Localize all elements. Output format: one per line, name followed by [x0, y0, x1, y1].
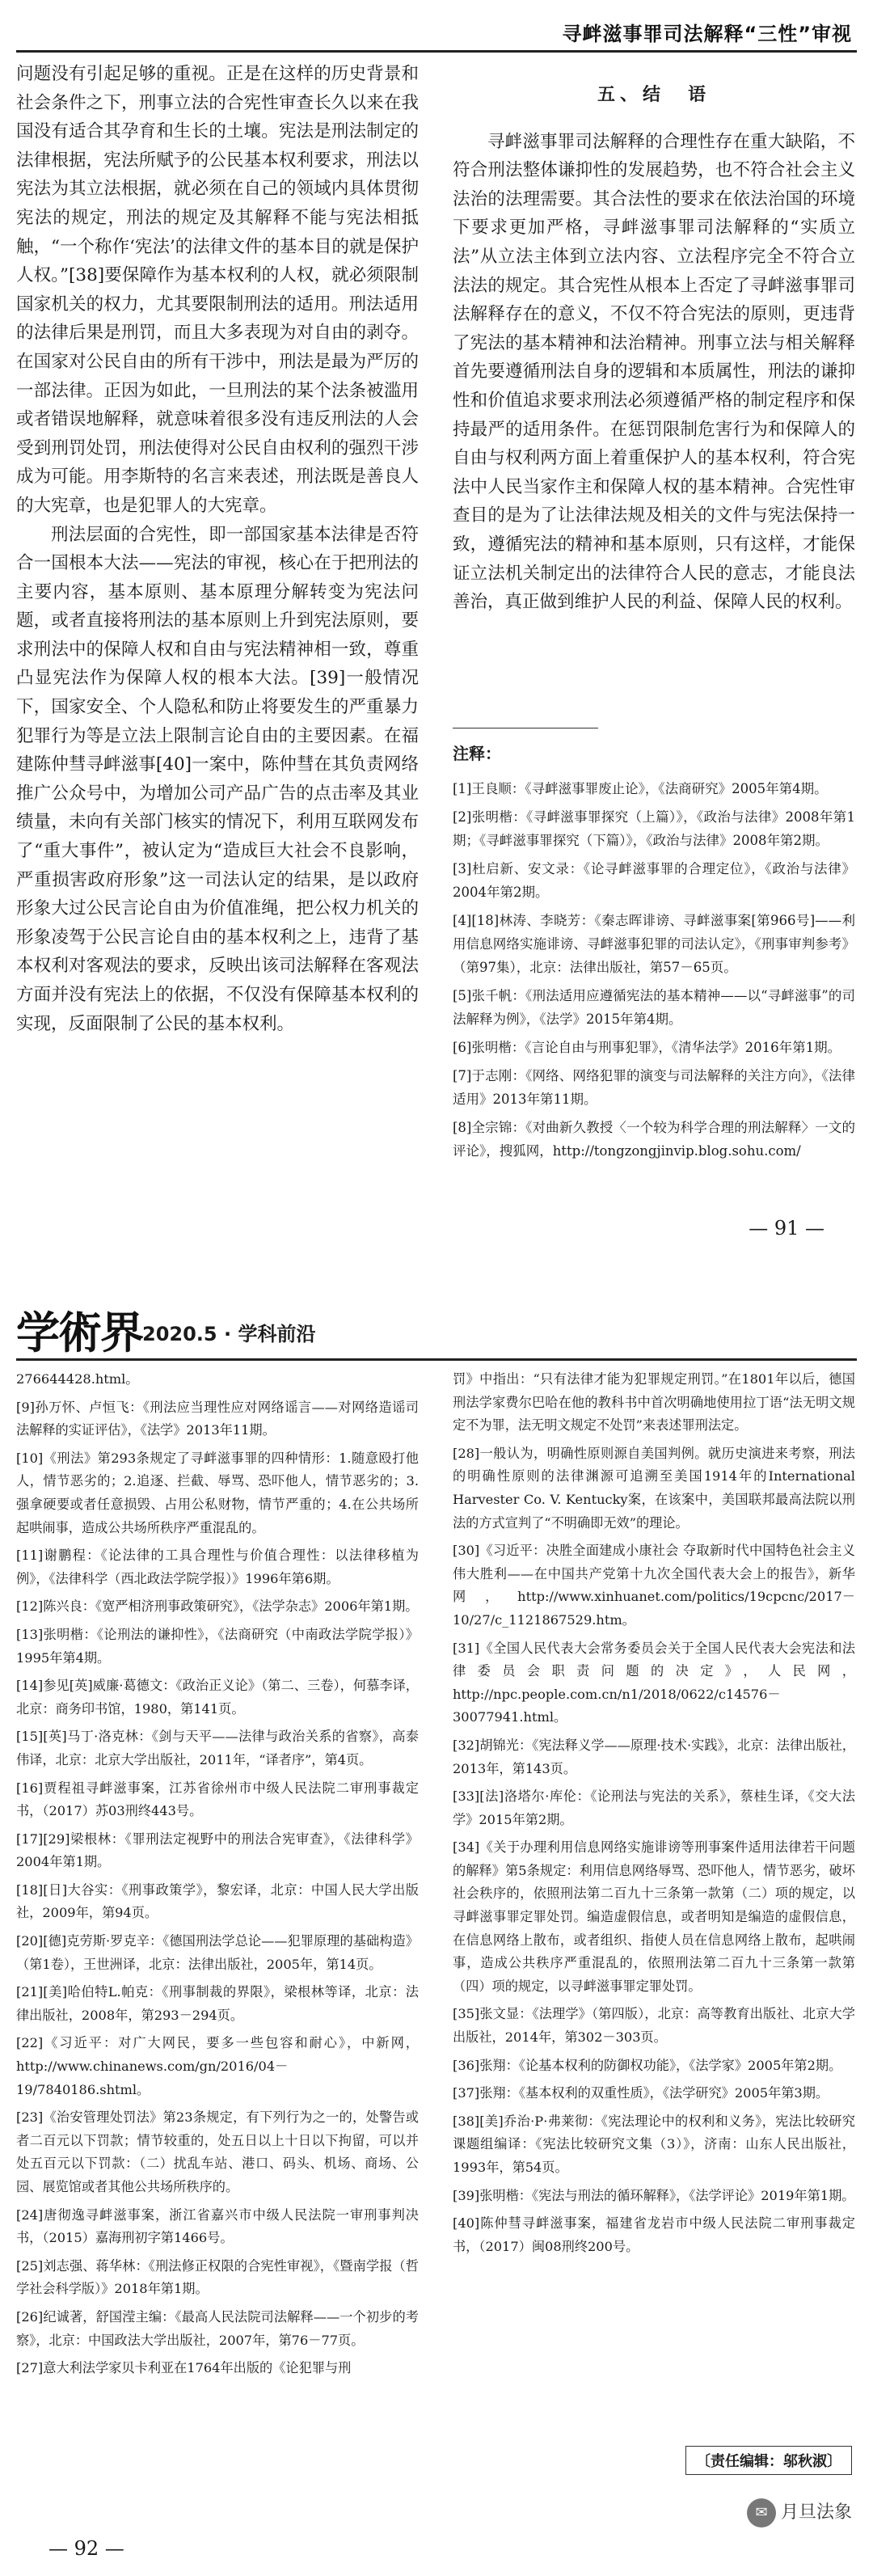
page-91 — [0, 0, 873, 1253]
footnote: [2]张明楷：《寻衅滋事罪探究（上篇）》，《政治与法律》2008年第1期；《寻衅滋事罪探究（下篇）》，《政治与法律》2008年第2期。 — [453, 809, 855, 848]
page-gap — [0, 1253, 873, 1282]
footnote: [38][美]乔治·P·弗莱彻：《宪法理论中的权利和义务》，宪法比较研究课题组编译：《宪法比较研究文集（3）》，济南：山东人民出版社，1993年，第54页。 — [453, 2113, 855, 2175]
footnote: [1]王良顺：《寻衅滋事罪废止论》，《法商研究》2005年第4期。 — [453, 780, 828, 796]
footnote: [15][英]马丁·洛克林：《剑与天平——法律与政治关系的省察》，高泰伟译，北京：北京大学出版社，2011年，“译者序”，第4页。 — [16, 1729, 419, 1767]
body-paragraph: 问题没有引起足够的重视。正是在这样的历史背景和社会条件之下，刑事立法的合宪性审查长久以来在我国没有适合其孕育和生长的土壤。宪法是刑法制定的法律根据，宪法所赋予的公民基本权利要求，刑法以宪法为其立法根据，就必须在自己的领域内具体贯彻宪法的规定，刑法的规定及其解释不能与宪法相抵触，“一个称作‘宪法’的法律文件的基本目的就是保护人权。”[38]要保障作为基本权利的人权，就必须限制国家机关的权力，尤其要限制刑法的适用。刑法适用的法律后果是刑罚，而且大多表现为对自由的剥夺。在国家对公民自由的所有干涉中，刑法是最为严厉的一部法律。正因为如此，一旦刑法的某个法条被滥用或者错误地解释，就意味着很多没有违反刑法的人会受到刑罚处罚，刑法使得对公民自由权利的强烈干涉成为可能。用李斯特的名言来表述，刑法既是善良人的大宪章，也是犯罪人的大宪章。 — [16, 64, 419, 516]
left-notes-column — [16, 1368, 419, 2385]
footnote: 罚》中指出：“只有法律才能为犯罪规定刑罚。”在1801年以后，德国刑法学家费尔巴哈在他的教科书中首次明确地使用拉丁语“法无明文规定不为罪，法无明文规定不处罚”来表述罪刑法定。 — [453, 1371, 855, 1434]
body-paragraph: 寻衅滋事罪司法解释的合理性存在重大缺陷，不符合刑法整体谦抑性的发展趋势，也不符合社会主义法治的法理需要。其合法性的要求在依法治国的环境下要求更加严格，寻衅滋事罪司法解释的“实质立法”从立法主体到立法内容、立法程序完全不符合立法法的规定。其合宪性从根本上否定了寻衅滋事罪司法解释存在的意义，不仅不符合宪法的原则，更违背了宪法的基本精神和法治精神。刑事立法与相关解释首先要遵循刑法自身的逻辑和本质属性，刑法的谦抑性和价值追求要求刑法必须遵循严格的制定程序和保持最严的适用条件。在惩罚限制危害行为和保障人的自由与权利两方面上着重保护人的基本权利，符合宪法中人民当家作主和保障人权的基本精神。合宪性审查目的是为了让法律法规及相关的文件与宪法保持一致，遵循宪法的精神和基本原则，只有这样，才能保证立法机关制定出的法律符合人民的意志，才能良法善治，真正做到维护人民的利益、保障人民的权利。 — [453, 131, 855, 613]
footnote: [22]《习近平：对广大网民，要多一些包容和耐心》，中新网，http://www.chinanews.com/gn/2016/04－19/7840186.shtml。 — [16, 2035, 419, 2097]
left-column — [16, 60, 419, 1038]
footnote: [14]参见[英]威廉·葛德文：《政治正义论》（第二、三卷），何慕李译，北京：商务印书馆，1980，第141页。 — [16, 1678, 419, 1717]
footnote: 276644428.html。 — [16, 1371, 139, 1387]
footnote: [9]孙万怀、卢恒飞：《刑法应当理性应对网络谣言——对网络造谣司法解释的实证评估》，《法学》2013年11期。 — [16, 1399, 419, 1438]
footnote: [12]陈兴良：《宽严相济刑事政策研究》，《法学杂志》2006年第1期。 — [16, 1598, 419, 1615]
footnote: [11]谢鹏程：《论法律的工具合理性与价值合理性：以法律移植为例》，《法律科学（西北政法学院学报）》1996年第6期。 — [16, 1548, 419, 1586]
footnote: [17][29]梁根林：《罪刑法定视野中的刑法合宪审查》，《法律科学》2004年第1期。 — [16, 1831, 419, 1870]
footnote: [21][美]哈伯特L.帕克：《刑事制裁的界限》，梁根林等译，北京：法律出版社，2008年，第293－294页。 — [16, 1984, 419, 2023]
footnote: [39]张明楷：《宪法与刑法的循环解释》，《法学评论》2019年第1期。 — [453, 2187, 855, 2203]
footnote: [8]全宗锦：《对曲新久教授〈一个较为科学合理的刑法解释〉一文的评论》，搜狐网，http://tongzongjinvip.blog.sohu.com/ — [453, 1119, 855, 1159]
footnote: [33][法]洛塔尔·库伦：《论刑法与宪法的关系》，蔡桂生译，《交大法学》2015年第2期。 — [453, 1788, 855, 1827]
footnote: [26]纪诚著，舒国滢主编：《最高人民法院司法解释——一个初步的考察》，北京：中国政法大学出版社，2007年，第76－77页。 — [16, 2308, 419, 2348]
footnote: [30]《习近平：决胜全面建成小康社会 夺取新时代中国特色社会主义伟大胜利——在中国共产党第十九次全国代表大会上的报告》，新华网，http://www.xinhuanet.com/politics/19cpcnc/2017－10/27/c_1121867529.htm。 — [453, 1543, 855, 1628]
footnote: [24]唐彻逸寻衅滋事案，浙江省嘉兴市中级人民法院一审刑事判决书，（2015）嘉海刑初字第1466号。 — [16, 2206, 419, 2246]
footnote: [27]意大利法学家贝卡利亚在1764年出版的《论犯罪与刑 — [16, 2360, 352, 2376]
notes-heading: 注释： — [453, 744, 501, 763]
header-rule — [16, 50, 857, 53]
footnote: [28]一般认为，明确性原则源自美国判例。就历史演进来考察，刑法的明确性原则的法律渊源可追溯至美国1914年的International Harvester Co. V. Kentucky案，在该案中，美国联邦最高法院以刑法的方式宣判了“不明确即无效”的理论。 — [453, 1445, 855, 1531]
editor-credit: 〔责任编辑：邬秋淑〕 — [685, 2446, 852, 2475]
footnote: [20][德]克劳斯·罗克辛：《德国刑法学总论——犯罪原理的基础构造》（第1卷），王世洲译，北京：法律出版社，2005年，第14页。 — [16, 1933, 419, 1972]
right-notes-column — [453, 1368, 855, 2263]
header-rule — [16, 1358, 857, 1361]
journal-logo: 学術界 — [16, 1307, 142, 1358]
footnote: [16]贾程祖寻衅滋事案，江苏省徐州市中级人民法院二审刑事裁定书，（2017）苏03刑终443号。 — [16, 1780, 419, 1819]
issue-label: 2020.5 · 学科前沿 — [142, 1323, 316, 1345]
chat-bubble-icon: ✉ — [747, 2498, 776, 2527]
footnote: [13]张明楷：《论刑法的谦抑性》，《法商研究（中南政法学院学报）》1995年第4期。 — [16, 1626, 419, 1666]
footnote: [6]张明楷：《言论自由与刑事犯罪》，《清华法学》2016年第1期。 — [453, 1039, 841, 1055]
footnote: [4][18]林涛、李晓芳：《秦志晖诽谤、寻衅滋事案[第966号]——利用信息网络实施诽谤、寻衅滋事犯罪的司法认定》，《刑事审判参考》（第97集），北京：法律出版社，第57－65页。 — [453, 912, 855, 975]
footnote: [31]《全国人民代表大会常务委员会关于全国人民代表大会宪法和法律委员会职责问题的决定》，人民网，http://npc.people.com.cn/n1/2018/0622/c14576－30077941.html。 — [453, 1640, 855, 1725]
section-title: 五、结 语 — [597, 85, 711, 105]
watermark — [747, 2498, 852, 2527]
footnote: [36]张翔：《论基本权利的防御权功能》，《法学家》2005年第2期。 — [453, 2057, 842, 2073]
footnote: [35]张文显：《法理学》（第四版），北京：高等教育出版社、北京大学出版社，2014年，第302－303页。 — [453, 2006, 855, 2046]
footnote: [40]陈仲彗寻衅滋事案，福建省龙岩市中级人民法院二审刑事裁定书，（2017）闽08刑终200号。 — [453, 2215, 855, 2254]
footnote: [10]《刑法》第293条规定了寻衅滋事罪的四种情形：1.随意殴打他人，情节恶劣的；2.追逐、拦截、辱骂、恐吓他人，情节恶劣的；3.强拿硬要或者任意损毁、占用公私财物，情节严重的；4.在公共场所起哄闹事，造成公共场所秩序严重混乱的。 — [16, 1450, 419, 1535]
footnote: [34]《关于办理利用信息网络实施诽谤等刑事案件适用法律若干问题的解释》第5条规定：利用信息网络辱骂、恐吓他人，情节恶劣，破坏社会秩序的，依照刑法第二百九十三条第一款第（二）项的规定，以寻衅滋事罪定罪处罚。编造虚假信息，或者明知是编造的虚假信息，在信息网络上散布，或者组织、指使人员在信息网络上散布，起哄闹事，造成公共秩序严重混乱的，依照刑法第二百九十三条第一款第（四）项的规定，以寻衅滋事罪定罪处罚。 — [453, 1839, 855, 1994]
footnote: [25]刘志强、蒋华林：《刑法修正权限的合宪性审视》，《暨南学报（哲学社会科学版）》2018年第1期。 — [16, 2257, 419, 2297]
footnote: [37]张翔：《基本权利的双重性质》，《法学研究》2005年第3期。 — [453, 2085, 829, 2101]
right-column — [453, 81, 855, 617]
footnote: [7]于志刚：《网络、网络犯罪的演变与司法解释的关注方向》，《法律适用》2013年第11期。 — [453, 1067, 855, 1107]
footnote: [18][日]大谷实：《刑事政策学》，黎宏译，北京：中国人民大学出版社，2009年，第94页。 — [16, 1881, 419, 1921]
notes-column — [453, 740, 855, 1168]
footnote: [23]《治安管理处罚法》第23条规定，有下列行为之一的，处警告或者二百元以下罚款；情节较重的，处五日以上十日以下拘留，可以并处五百元以下罚款：（二）扰乱车站、港口、码头、机场、商场、公园、展览馆或者其他公共场所秩序的。 — [16, 2109, 419, 2194]
footnote: [32]胡锦光：《宪法释义学——原理·技术·实践》，北京：法律出版社，2013年，第143页。 — [453, 1737, 855, 1776]
footnote: [5]张千帆：《刑法适用应遵循宪法的基本精神——以“寻衅滋事”的司法解释为例》，《法学》2015年第4期。 — [453, 987, 855, 1027]
page-number: — 91 — — [749, 1217, 824, 1239]
footnote: [3]杜启新、安文录：《论寻衅滋事罪的合理定位》，《政治与法律》2004年第2期。 — [453, 860, 855, 900]
running-header: 寻衅滋事罪司法解释“三性”审视 — [562, 23, 852, 45]
watermark-text: 月旦法象 — [780, 2502, 852, 2523]
body-paragraph: 刑法层面的合宪性，即一部国家基本法律是否符合一国根本大法——宪法的审视，核心在于把刑法的主要内容，基本原则、基本原理分解转变为宪法问题，或者直接将刑法的基本原则上升到宪法原则，要求刑法中的保障人权和自由与宪法精神相一致，尊重凸显宪法作为保障人权的根本大法。[39]一般情况下，国家安全、个人隐私和防止将要发生的严重暴力犯罪行为等是立法上限制言论自由的主要因素。在福建陈仲彗寻衅滋事[40]一案中，陈仲彗在其负责网络推广公众号中，为增加公司产品广告的点击率及其业绩量，未向有关部门核实的情况下，利用互联网发布了“重大事件”，被认定为“造成巨大社会不良影响，严重损害政府形象”这一司法认定的结果，是以政府形象大过公民言论自由为价值准绳，把公权力机关的形象凌驾于公民言论自由的基本权利之上，违背了基本权利对客观法的要求，反映出该司法解释在客观法方面并没有宪法上的依据，不仅没有保障基本权利的实现，反面限制了公民的基本权利。 — [16, 524, 419, 1034]
page-number: — 92 — — [48, 2537, 124, 2560]
